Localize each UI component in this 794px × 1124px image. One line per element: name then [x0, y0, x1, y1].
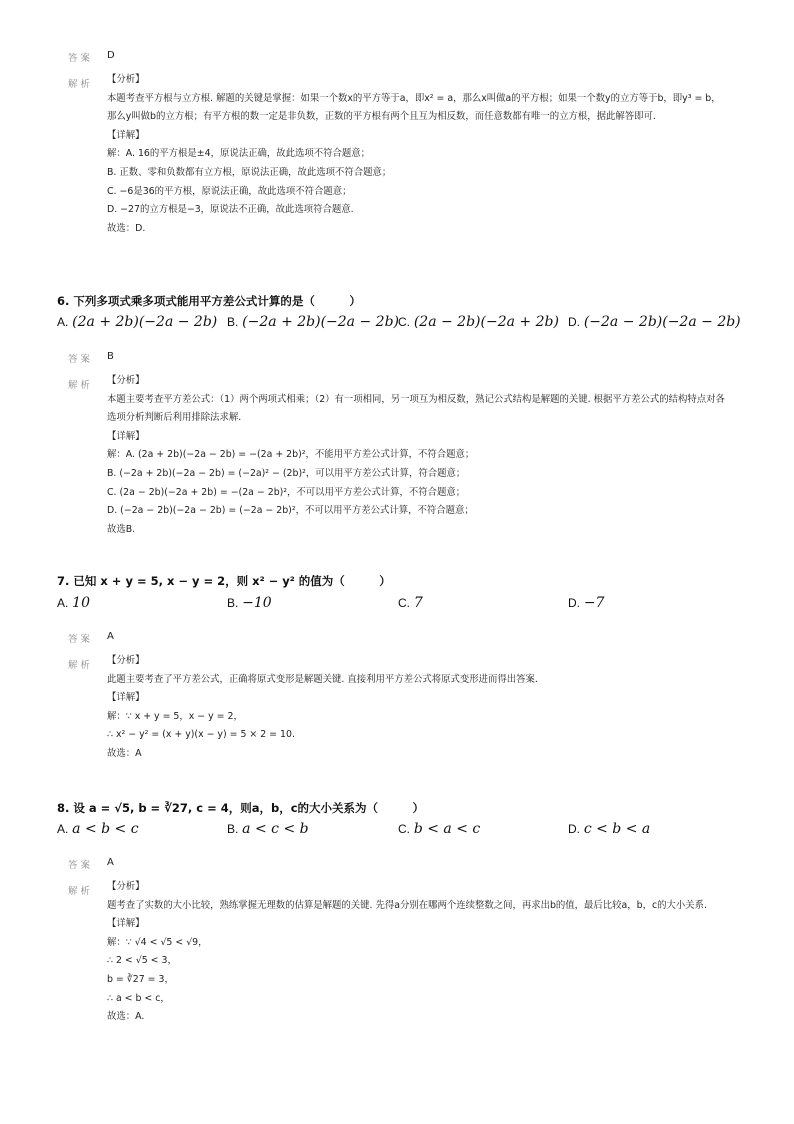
- answer-value-q7: A: [107, 631, 114, 642]
- option-d[interactable]: [568, 314, 741, 330]
- option-math: (2a − 2b)(−2a + 2b): [413, 314, 559, 330]
- option-math: 10: [72, 595, 90, 611]
- option-c[interactable]: [398, 595, 423, 611]
- explanation-line: 故选：D.: [107, 222, 146, 234]
- explanation-q6: [107, 372, 727, 539]
- option-a[interactable]: [57, 314, 217, 330]
- explanation-line: 【详解】: [107, 918, 145, 930]
- explanation-line: 故选：A: [107, 747, 142, 759]
- option-prefix: D.: [568, 315, 580, 329]
- explanation-line: 【分析】: [107, 74, 145, 85]
- analysis-label: 解析: [68, 380, 94, 391]
- option-math: b < a < c: [413, 821, 481, 837]
- option-prefix: D.: [568, 596, 580, 610]
- explanation-line: C. (2a − 2b)(−2a + 2b) = −(2a − 2b)²，不可以用平方差公式计算，不符合题意；: [107, 486, 466, 498]
- option-a[interactable]: [57, 595, 90, 611]
- explanation-q8: [107, 878, 727, 1027]
- explanation-line: 故选：A.: [107, 1011, 145, 1023]
- option-prefix: B.: [227, 822, 239, 836]
- explanation-line: ∴ a < b < c，: [107, 992, 170, 1004]
- option-math: −7: [583, 595, 605, 611]
- explanation-line: 【分析】: [107, 655, 145, 666]
- explanation-q7: [107, 652, 727, 764]
- option-prefix: C.: [398, 315, 410, 329]
- explanation-line: ∴ x² − y² = (x + y)(x − y) = 5 × 2 = 10.: [107, 729, 295, 741]
- explanation-line: 解：A. (2a + 2b)(−2a − 2b) = −(2a + 2b)²，不能用平方差公式计算，不符合题意；: [107, 449, 475, 461]
- analysis-label: 解析: [68, 660, 94, 671]
- answer-label: 答案: [68, 860, 94, 871]
- option-prefix: C.: [398, 596, 410, 610]
- explanation-line: C. −6是36的平方根，原说法正确，故此选项不符合题意；: [107, 185, 352, 197]
- option-math: a < b < c: [72, 821, 139, 837]
- explanation-line: B. 正数、零和负数都有立方根，原说法正确，故此选项不符合题意；: [107, 166, 392, 178]
- answer-label: 答案: [68, 354, 94, 365]
- answer-value-q5: D: [107, 50, 115, 61]
- option-b[interactable]: [227, 821, 309, 837]
- answer-value-q8: A: [107, 857, 114, 868]
- answer-value-q6: B: [107, 351, 114, 362]
- option-c[interactable]: [398, 821, 480, 837]
- question-7: 7. 已知 x + y = 5, x − y = 2，则 x² − y² 的值为（ ）: [57, 574, 391, 588]
- explanation-line: 此题主要考查了平方差公式，正确将原式变形是解题关键. 直接利用平方差公式将原式变形进而得出答案.: [107, 673, 538, 685]
- explanation-line: ∴ 2 < √5 < 3，: [107, 955, 177, 967]
- explanation-line: 本题主要考查平方差公式：（1）两个两项式相乘；（2）有一项相同，另一项互为相反数，熟记公式结构是解题的关键. 根据平方差公式的结构特点对各选项分析判断后利用排除法求解.: [107, 393, 725, 424]
- explanation-line: 解：∵ x + y = 5，x − y = 2，: [107, 710, 243, 722]
- option-b[interactable]: [227, 595, 272, 611]
- option-d[interactable]: [568, 821, 650, 837]
- option-math: 7: [413, 595, 423, 611]
- option-math: −10: [242, 595, 272, 611]
- option-prefix: D.: [568, 822, 580, 836]
- explanation-line: D. (−2a − 2b)(−2a − 2b) = (−2a − 2b)²，不可以用平方差公式计算，不符合题意；: [107, 505, 474, 517]
- explanation-line: 题考查了实数的大小比较，熟练掌握无理数的估算是解题的关键. 先得a分别在哪两个连续整数之间，再求出b的值，最后比较a，b，c的大小关系.: [107, 899, 707, 911]
- explanation-line: 【分析】: [107, 375, 145, 386]
- explanation-q5: [107, 71, 727, 238]
- option-math: (2a + 2b)(−2a − 2b): [72, 314, 218, 330]
- option-c[interactable]: [398, 314, 559, 330]
- option-math: c < b < a: [583, 821, 651, 837]
- option-prefix: B.: [227, 596, 239, 610]
- option-b[interactable]: [227, 314, 399, 330]
- explanation-line: 【详解】: [107, 430, 145, 442]
- explanation-line: D. −27的立方根是−3，原说法不正确，故此选项符合题意.: [107, 204, 354, 216]
- option-prefix: A.: [57, 822, 69, 836]
- question-6: 6. 下列多项式乘多项式能用平方差公式计算的是（ ）: [57, 294, 361, 308]
- explanation-line: 本题考查平方根与立方根. 解题的关键是掌握：如果一个数x的平方等于a，即x² = a，那么x叫做a的平方根；如果一个数y的立方等于b，即y³ = b，那么y叫做b的立方根；有平方根的数一定是非负数，正数的平方根有两个且互为相反数，而任意数都有唯一的立方根，据此解答即可.: [107, 92, 721, 123]
- explanation-line: 解：∵ √4 < √5 < √9，: [107, 936, 208, 948]
- explanation-line: B. (−2a + 2b)(−2a − 2b) = (−2a)² − (2b)²，可以用平方差公式计算，符合题意；: [107, 467, 466, 479]
- explanation-line: b = ∛27 = 3，: [107, 973, 174, 985]
- explanation-line: 故选B.: [107, 523, 136, 535]
- question-8: 8. 设 a = √5, b = ∛27, c = 4，则a，b，c的大小关系为（ ）: [57, 801, 425, 815]
- option-math: (−2a + 2b)(−2a − 2b): [242, 314, 399, 330]
- answer-label: 答案: [68, 53, 94, 64]
- option-math: (−2a − 2b)(−2a − 2b): [583, 314, 741, 330]
- option-a[interactable]: [57, 821, 139, 837]
- analysis-label: 解析: [68, 886, 94, 897]
- option-prefix: A.: [57, 315, 69, 329]
- explanation-line: 解：A. 16的平方根是±4，原说法正确，故此选项不符合题意；: [107, 148, 370, 160]
- explanation-line: 【详解】: [107, 692, 145, 704]
- explanation-line: 【分析】: [107, 881, 145, 892]
- explanation-line: 【详解】: [107, 129, 145, 141]
- option-prefix: A.: [57, 596, 69, 610]
- option-prefix: B.: [227, 315, 239, 329]
- option-d[interactable]: [568, 595, 604, 611]
- option-prefix: C.: [398, 822, 410, 836]
- analysis-label: 解析: [68, 79, 94, 90]
- answer-label: 答案: [68, 634, 94, 645]
- option-math: a < c < b: [242, 821, 309, 837]
